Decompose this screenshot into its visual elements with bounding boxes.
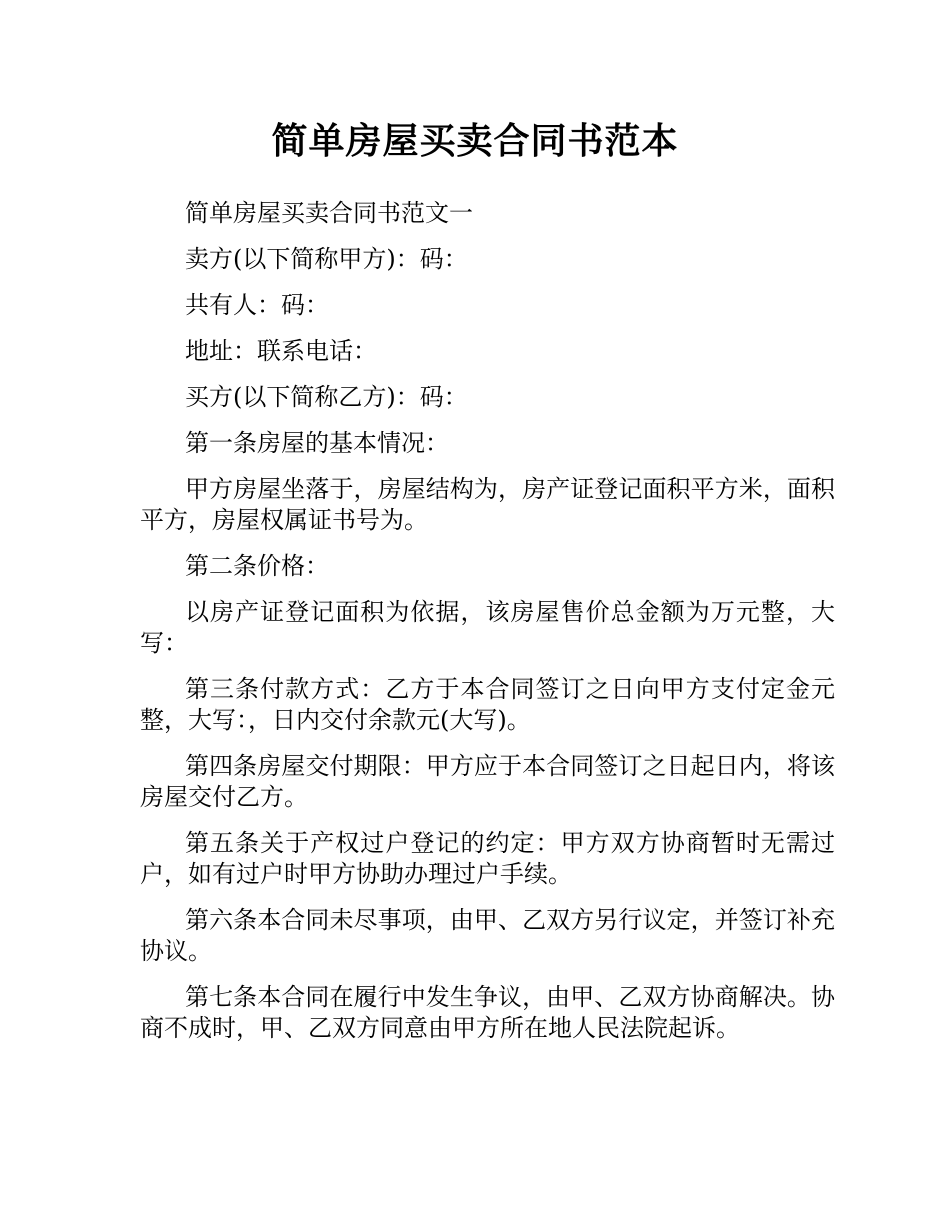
paragraph-article-2-heading: 第二条价格： bbox=[185, 552, 329, 580]
paragraph-seller: 卖方(以下简称甲方)：码： bbox=[185, 245, 468, 273]
paragraph-co-owner: 共有人：码： bbox=[185, 291, 329, 319]
document-body bbox=[140, 198, 835, 1059]
paragraph-address: 地址：联系电话： bbox=[185, 337, 377, 365]
paragraph-article-3: 第三条付款方式：乙方于本合同签订之日向甲方支付定金元整，大写：，日内交付余款元(大写)。 bbox=[140, 675, 835, 734]
paragraph-article-6: 第六条本合同未尽事项，由甲、乙双方另行议定，并签订补充协议。 bbox=[140, 906, 835, 965]
paragraph-article-2-body: 以房产证登记面积为依据，该房屋售价总金额为万元整，大写： bbox=[140, 598, 835, 657]
document-title: 简单房屋买卖合同书范本 bbox=[271, 121, 679, 162]
paragraph-article-5: 第五条关于产权过户登记的约定：甲方双方协商暂时无需过户，如有过户时甲方协助办理过户手续。 bbox=[140, 829, 835, 888]
paragraph-article-1-body: 甲方房屋坐落于，房屋结构为，房产证登记面积平方米，面积平方，房屋权属证书号为。 bbox=[140, 475, 835, 534]
paragraph-buyer: 买方(以下简称乙方)：码： bbox=[185, 383, 468, 411]
paragraph-article-1-heading: 第一条房屋的基本情况： bbox=[185, 429, 449, 457]
paragraph-article-4: 第四条房屋交付期限：甲方应于本合同签订之日起日内，将该房屋交付乙方。 bbox=[140, 752, 835, 811]
paragraph-article-7: 第七条本合同在履行中发生争议，由甲、乙双方协商解决。协商不成时，甲、乙双方同意由甲方所在地人民法院起诉。 bbox=[140, 983, 835, 1042]
paragraph-subtitle: 简单房屋买卖合同书范文一 bbox=[185, 199, 473, 227]
